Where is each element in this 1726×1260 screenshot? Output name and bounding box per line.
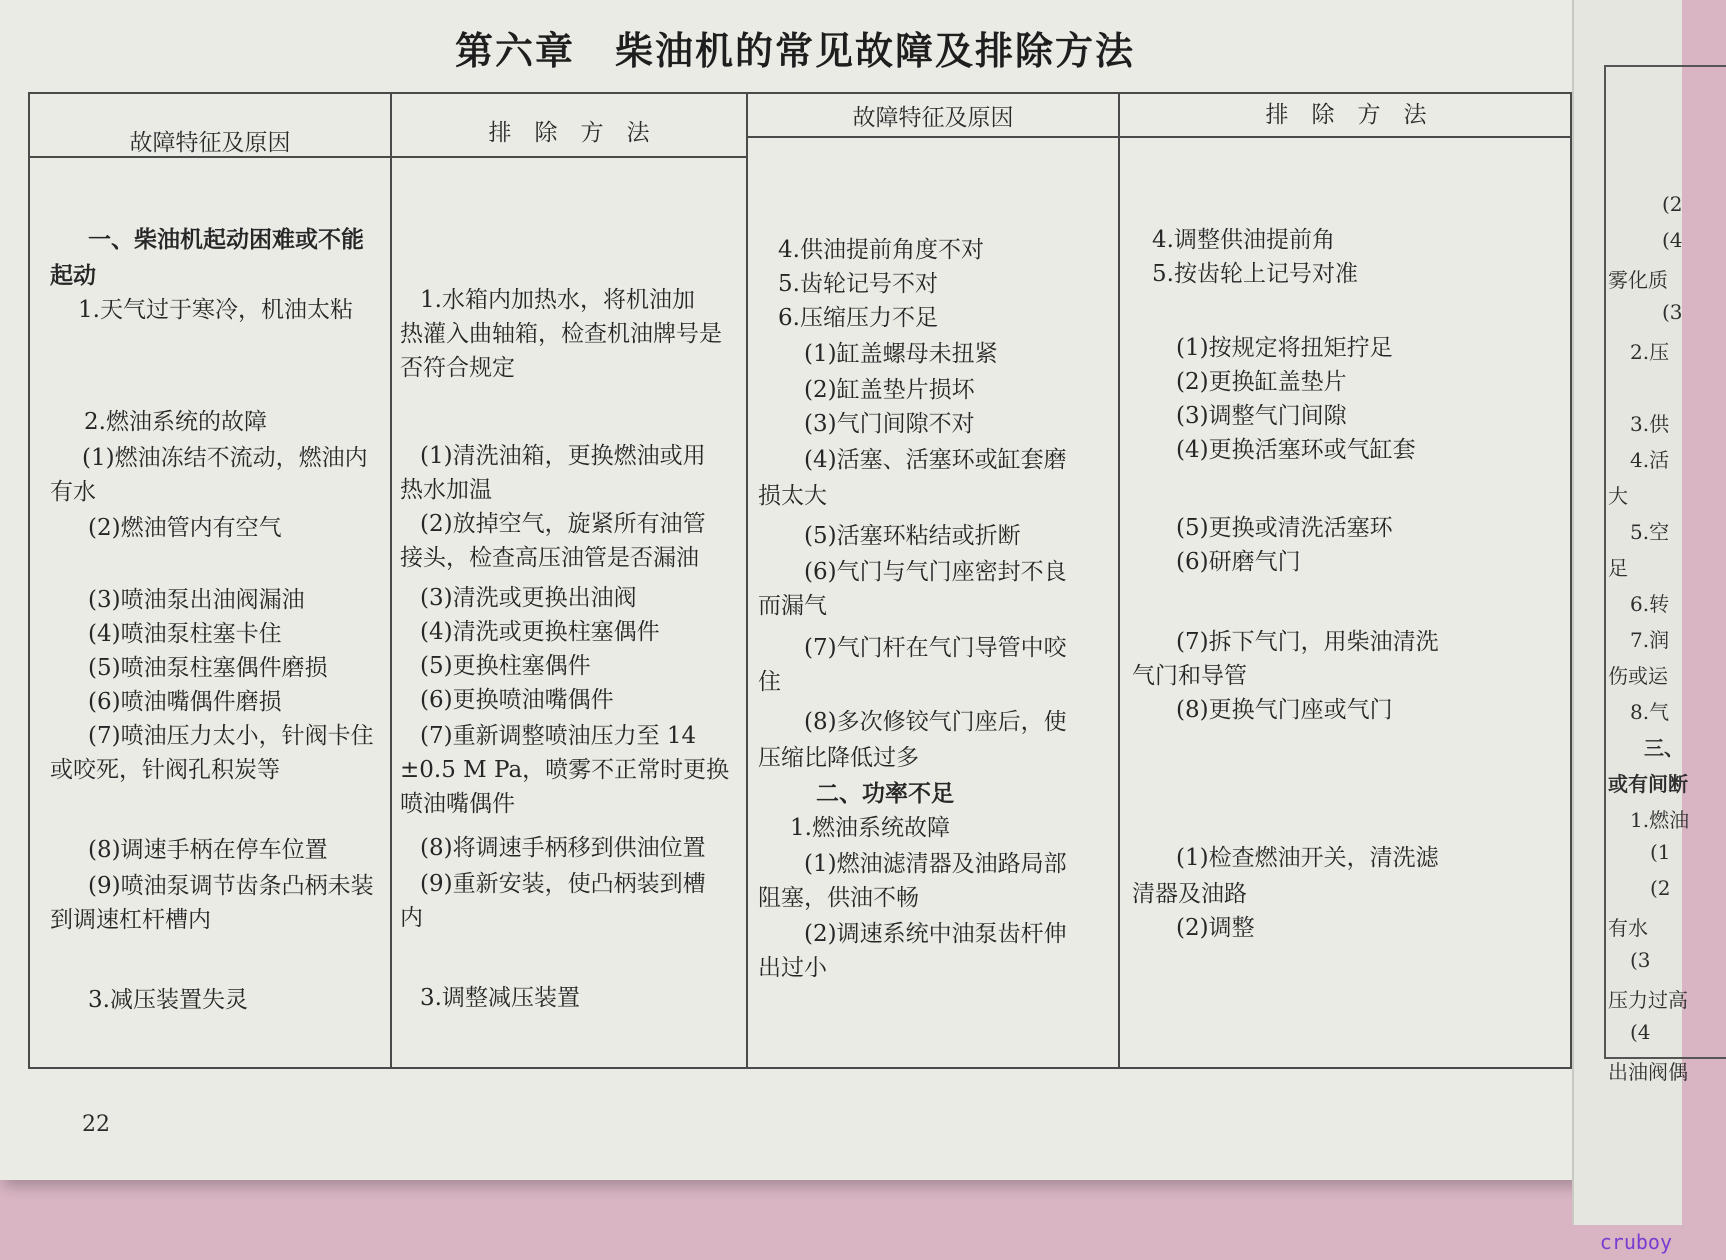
text-line: 1.天气过于寒冷，机油太粘 <box>78 297 353 323</box>
text-fragment: 足 <box>1608 556 1628 580</box>
text-fragment: 大 <box>1608 484 1628 508</box>
text-line: (5)活塞环粘结或折断 <box>804 523 1021 549</box>
column-remedy-2 <box>1120 94 1572 1067</box>
text-fragment: 出油阀偶 <box>1608 1060 1688 1084</box>
text-line: 1.燃油系统故障 <box>790 815 950 841</box>
text-fragment: (4 <box>1662 228 1683 252</box>
text-fragment: 雾化质 <box>1608 268 1668 292</box>
text-fragment: 三、 <box>1644 736 1684 760</box>
text-line: (9)喷油泵调节齿条凸柄未装 <box>88 873 374 899</box>
text-line: 喷油嘴偶件 <box>400 791 515 817</box>
text-fragment: 伤或运 <box>1608 664 1668 688</box>
text-line: 1.水箱内加热水，将机油加 <box>420 287 695 313</box>
text-line: 到调速杠杆槽内 <box>50 907 211 933</box>
text-line: (1)按规定将扭矩拧足 <box>1176 335 1393 361</box>
text-fragment: 5.空 <box>1630 520 1670 544</box>
header-remedy-1: 排 除 方 法 <box>488 120 650 146</box>
text-fragment: 3.供 <box>1630 412 1670 436</box>
text-line: ±0.5 M Pa，喷雾不正常时更换 <box>400 757 730 783</box>
text-line: 阻塞，供油不畅 <box>758 885 919 911</box>
text-line: 或咬死，针阀孔积炭等 <box>50 757 280 783</box>
watermark: cruboy <box>1599 1230 1672 1254</box>
fault-table <box>28 92 1572 1069</box>
text-line: (6)喷油嘴偶件磨损 <box>88 689 282 715</box>
text-line: 损太大 <box>758 483 827 509</box>
text-line: 出过小 <box>758 955 827 981</box>
text-line: (4)清洗或更换柱塞偶件 <box>420 619 660 645</box>
text-line: (9)重新安装，使凸柄装到槽 <box>420 871 706 897</box>
text-fragment: (3 <box>1662 300 1683 324</box>
text-fragment: (1 <box>1650 840 1671 864</box>
text-line: (4)活塞、活塞环或缸套磨 <box>804 447 1067 473</box>
text-fragment: (2 <box>1662 192 1683 216</box>
text-line: 热灌入曲轴箱，检查机油牌号是 <box>400 321 722 347</box>
text-line: (8)将调速手柄移到供油位置 <box>420 835 706 861</box>
text-line: (1)清洗油箱，更换燃油或用 <box>420 443 706 469</box>
text-line: (3)气门间隙不对 <box>804 411 975 437</box>
text-line: (1)缸盖螺母未扭紧 <box>804 341 998 367</box>
text-line: (1)燃油冻结不流动，燃油内 <box>82 445 368 471</box>
text-line: 清器及油路 <box>1132 881 1247 907</box>
text-line: 3.减压装置失灵 <box>88 987 248 1013</box>
header-fault-causes-1: 故障特征及原因 <box>129 130 291 156</box>
text-line: 5.齿轮记号不对 <box>778 271 938 297</box>
text-line: (5)喷油泵柱塞偶件磨损 <box>88 655 328 681</box>
text-line: (2)燃油管内有空气 <box>88 515 282 541</box>
text-fragment: 7.润 <box>1630 628 1670 652</box>
text-line: (5)更换或清洗活塞环 <box>1176 515 1393 541</box>
text-line: (7)拆下气门，用柴油清洗 <box>1176 629 1439 655</box>
text-fragment: 4.活 <box>1630 448 1670 472</box>
text-line: (2)更换缸盖垫片 <box>1176 369 1347 395</box>
column-fault-causes-1 <box>30 94 390 1067</box>
text-line: (4)更换活塞环或气缸套 <box>1176 437 1416 463</box>
text-line: (1)检查燃油开关，清洗滤 <box>1176 845 1439 871</box>
text-fragment: (2 <box>1650 876 1671 900</box>
text-line: (5)更换柱塞偶件 <box>420 653 591 679</box>
text-line: (3)喷油泵出油阀漏油 <box>88 587 305 613</box>
text-line: (6)气门与气门座密封不良 <box>804 559 1067 585</box>
chapter-title: 第六章 柴油机的常见故障及排除方法 <box>454 28 1135 73</box>
text-line: (8)更换气门座或气门 <box>1176 697 1393 723</box>
text-line: 4.调整供油提前角 <box>1152 227 1335 253</box>
text-line: 而漏气 <box>758 593 827 619</box>
page-number: 22 <box>82 1112 110 1137</box>
text-line: 压缩比降低过多 <box>758 745 919 771</box>
text-line: (8)多次修铰气门座后，使 <box>804 709 1067 735</box>
text-line: 4.供油提前角度不对 <box>778 237 984 263</box>
text-line: 有水 <box>50 479 96 505</box>
text-line: 接头，检查高压油管是否漏油 <box>400 545 699 571</box>
column-fault-causes-2 <box>748 94 1118 1067</box>
text-line: (6)研磨气门 <box>1176 549 1301 575</box>
text-line: 住 <box>758 669 781 695</box>
header-fault-causes-2: 故障特征及原因 <box>852 105 1014 131</box>
text-fragment: 2.压 <box>1630 340 1670 364</box>
column-remedy-1 <box>392 94 746 1067</box>
text-fragment: 或有间断 <box>1608 772 1688 796</box>
text-line: 内 <box>400 905 423 931</box>
text-fragment: 压力过高 <box>1608 988 1688 1012</box>
text-line: 2.燃油系统的故障 <box>84 409 267 435</box>
text-line: (7)喷油压力太小，针阀卡住 <box>88 723 374 749</box>
section-heading: 起动 <box>50 262 96 289</box>
text-line: (2)调整 <box>1176 915 1255 941</box>
text-line: (2)调速系统中油泵齿杆伸 <box>804 921 1067 947</box>
section-heading: 一、柴油机起动困难或不能 <box>88 226 364 253</box>
text-line: 否符合规定 <box>400 355 515 381</box>
text-line: 6.压缩压力不足 <box>778 305 938 331</box>
text-fragment: (4 <box>1630 1020 1651 1044</box>
text-line: (1)燃油滤清器及油路局部 <box>804 851 1067 877</box>
next-page-edge <box>1572 0 1690 1225</box>
text-fragment: 6.转 <box>1630 592 1670 616</box>
text-fragment: 有水 <box>1608 916 1648 940</box>
text-line: (4)喷油泵柱塞卡住 <box>88 621 282 647</box>
text-line: (8)调速手柄在停车位置 <box>88 837 328 863</box>
text-line: (2)缸盖垫片损坏 <box>804 377 975 403</box>
text-line: (7)气门杆在气门导管中咬 <box>804 635 1067 661</box>
text-line: (2)放掉空气，旋紧所有油管 <box>420 511 706 537</box>
text-fragment: 1.燃油 <box>1630 808 1690 832</box>
section-heading: 二、功率不足 <box>816 780 954 807</box>
text-line: (6)更换喷油嘴偶件 <box>420 687 614 713</box>
text-line: (3)调整气门间隙 <box>1176 403 1347 429</box>
text-line: (3)清洗或更换出油阀 <box>420 585 637 611</box>
text-line: (7)重新调整喷油压力至 14 <box>420 723 697 749</box>
text-fragment: (3 <box>1630 948 1651 972</box>
text-line: 3.调整减压装置 <box>420 985 580 1011</box>
text-fragment: 8.气 <box>1630 700 1670 724</box>
text-line: 热水加温 <box>400 477 492 503</box>
header-remedy-2: 排 除 方 法 <box>1265 102 1427 128</box>
text-line: 5.按齿轮上记号对准 <box>1152 261 1358 287</box>
text-line: 气门和导管 <box>1132 663 1247 689</box>
